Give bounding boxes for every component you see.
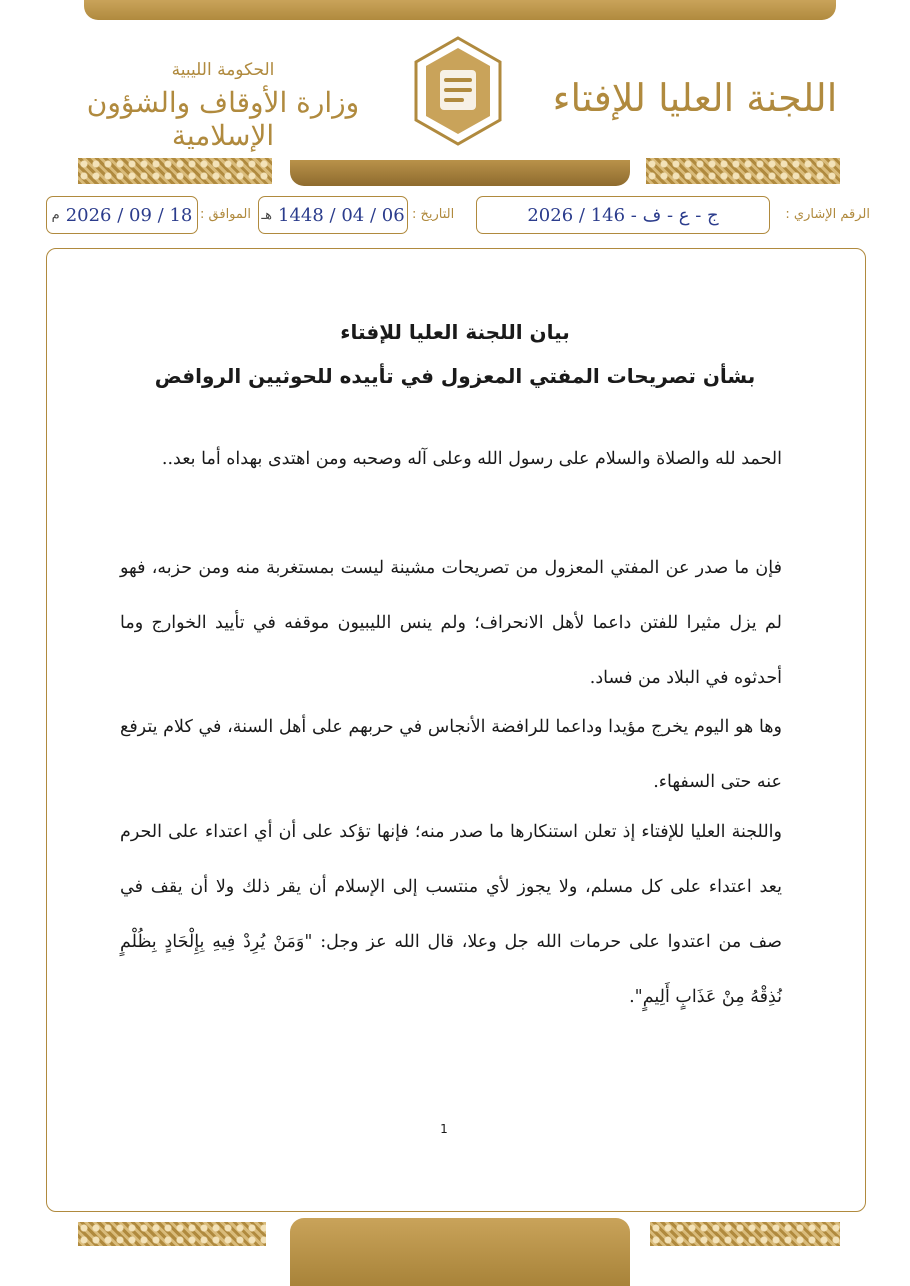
gregorian-date-field <box>46 196 198 234</box>
header-center-tab <box>290 160 630 186</box>
iftaa-logo-icon <box>410 36 506 146</box>
corresponding-label: الموافق : <box>200 207 251 222</box>
ref-value: ج - ع - ف - 146 / 2026 <box>527 204 719 226</box>
hijri-date-field <box>258 196 408 234</box>
ref-number-field <box>476 196 770 234</box>
footer-center-tab <box>290 1218 630 1286</box>
greg-suffix: م <box>51 207 60 223</box>
hijri-suffix: هـ <box>261 207 273 223</box>
footer-ornament-left <box>78 1222 266 1246</box>
footer-ornament-right <box>650 1222 840 1246</box>
header-ornament-left <box>78 158 272 184</box>
paragraph-3: وها هو اليوم يخرج مؤيدا وداعما للرافضة الأنجاس في حربهم على أهل السنة، في كلام يترفع عنه حتى السفهاء. <box>120 717 782 792</box>
top-gold-bar <box>84 0 836 20</box>
paragraph-1: الحمد لله والصلاة والسلام على رسول الله وعلى آله وصحبه ومن اهتدى بهداه أما بعد.. <box>161 449 782 469</box>
org-name: اللجنة العليا للإفتاء <box>552 76 838 120</box>
header-ornament-right <box>646 158 840 184</box>
ministry-header <box>78 58 368 152</box>
page-number: 1 <box>440 1122 448 1136</box>
ref-label: الرقم الإشاري : <box>785 207 870 222</box>
org-name-calligraphy <box>550 58 840 138</box>
statement-subtitle: بشأن تصريحات المفتي المعزول في تأييده للحوثيين الروافض <box>154 364 756 388</box>
gov-line: الحكومة الليبية <box>171 60 275 80</box>
statement-title: بيان اللجنة العليا للإفتاء <box>340 320 570 344</box>
paragraph-2: فإن ما صدر عن المفتي المعزول من تصريحات مشينة ليست بمستغربة منه ومن حزبه، فهو لم يزل مثيرا للفتن داعما لأهل الانحراف؛ ولم ينس الليبيون موقفه في تأييد الخوارج وما أحدثوه في البلاد من فساد. <box>120 558 782 688</box>
greg-value: 18 / 09 / 2026 <box>65 204 193 226</box>
date-label: التاريخ : <box>412 207 455 222</box>
paragraph-4: واللجنة العليا للإفتاء إذ تعلن استنكارها ما صدر منه؛ فإنها تؤكد على أن أي اعتداء على الحرم يعد اعتداء على كل مسلم، ولا يجوز لأي منتسب إلى الإسلام أن يقر ذلك ولا أن يقف في صف من اعتدوا على حرمات الله جل وعلا، قال الله عز وجل: "وَمَنْ يُرِدْ فِيهِ بِإِلْحَادٍ بِظُلْمٍ نُذِقْهُ مِنْ عَذَابٍ أَلِيمٍ". <box>120 822 782 1007</box>
ministry-name: وزارة الأوقاف والشؤون الإسلامية <box>86 86 360 152</box>
hijri-value: 06 / 04 / 1448 <box>278 204 405 226</box>
